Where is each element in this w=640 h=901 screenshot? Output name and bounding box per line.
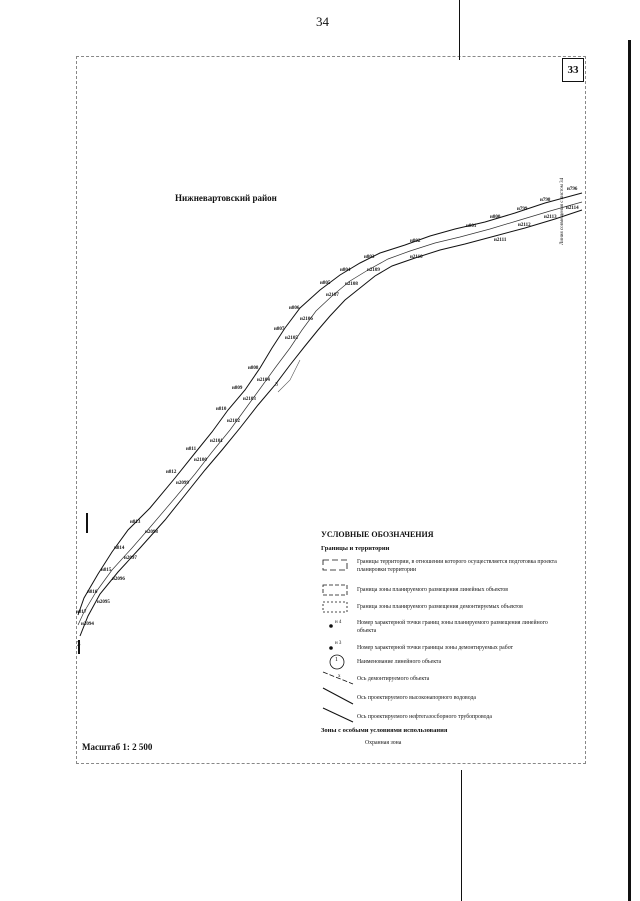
point-label-lower: н2106 [300, 317, 313, 322]
point-label-lower: н2098 [145, 530, 158, 535]
water-pipeline-axis-symbol [321, 686, 357, 708]
point-label-lower: н2112 [518, 223, 531, 228]
point-label-lower: н2099 [176, 481, 189, 486]
legend-item-point-linear: Номер характерной точки границ зоны планируемого размещения линейного объекта [357, 620, 548, 634]
point-label-upper: н809 [232, 386, 243, 391]
object-name-symbol-label: 1 [335, 657, 338, 663]
oil-pipeline-axis-symbol [321, 706, 357, 726]
point-label-lower: н2109 [367, 268, 380, 273]
point-label-upper: н813 [130, 520, 141, 525]
point-label-upper: н812 [166, 470, 177, 475]
legend-item-territory: Границы территории, в отношении которого осуществляется подготовка проекта планировки территории [357, 559, 557, 573]
legend-section-zones: Зоны с особыми условиями использования [321, 727, 448, 734]
point-label-lower: н2111 [494, 238, 507, 243]
point-label-upper: н815 [101, 568, 112, 573]
point-label-upper: н806 [289, 306, 300, 311]
point-label-upper: н808 [248, 366, 259, 371]
point-label-lower: н2100 [194, 458, 207, 463]
legend-item-oil-pipeline: Ось проектируемого нефтегазосборного трубопровода [357, 714, 492, 720]
point-label-upper: н807 [274, 327, 285, 332]
page-number: 34 [316, 14, 329, 29]
dismantle-axis-symbol [321, 668, 357, 688]
point-symbol-dismantle-label: н 3 [335, 641, 342, 646]
left-edge-mark [86, 513, 88, 533]
object-marker: 3 [77, 640, 81, 648]
point-label-upper: н802 [410, 239, 421, 244]
linear-zone-symbol [321, 583, 351, 597]
point-label-upper: н799 [517, 207, 528, 212]
point-label-lower: н2096 [112, 577, 125, 582]
district-label: Нижневартовский район [175, 193, 277, 203]
point-label-upper: н811 [186, 447, 197, 452]
point-label-lower: н2113 [544, 215, 557, 220]
point-label-lower: н2105 [285, 336, 298, 341]
point-label-lower: н2114 [566, 206, 579, 211]
territory-border-symbol [321, 558, 351, 572]
legend-item-water-pipeline: Ось проектируемого высоконапорного водовода [357, 695, 476, 701]
point-label-upper: н805 [320, 281, 331, 286]
legend-item-object-name: Наименование линейного объекта [357, 659, 442, 665]
point-label-upper: н814 [114, 546, 125, 551]
point-symbol-linear-label: н 4 [335, 620, 342, 625]
legend-item-point-dismantle: Номер характерной точки границы зоны демонтируемых работ [357, 645, 514, 651]
point-label-lower: н2095 [97, 600, 110, 605]
point-label-lower: н2108 [345, 282, 358, 287]
point-label-lower: н2104 [257, 378, 270, 383]
point-label-lower: н2094 [81, 622, 94, 627]
point-label-upper: н796 [567, 187, 578, 192]
sheet-junction-note: Линия совмещения с листом 34 [560, 177, 565, 245]
point-label-lower: н2110 [410, 255, 423, 260]
legend-item-dismantle-axis: Ось демонтируемого объекта [357, 676, 430, 682]
point-label-lower: н2107 [326, 293, 339, 298]
legend-section-borders: Границы и территории [321, 545, 390, 552]
legend-title: УСЛОВНЫЕ ОБОЗНАЧЕНИЯ [321, 530, 434, 539]
map-scale: Масштаб 1: 2 500 [82, 742, 153, 752]
svg-text:x: x [338, 674, 341, 679]
point-label-lower: н2101 [210, 439, 223, 444]
point-label-upper: н803 [364, 255, 375, 260]
point-label-lower: н2102 [227, 419, 240, 424]
point-label-upper: н800 [490, 215, 501, 220]
legend [315, 528, 577, 744]
legend-item-dismantle-zone: Граница зоны планируемого размещения демонтируемых объектов [357, 604, 523, 610]
dismantle-zone-symbol [321, 600, 351, 614]
point-label-upper: н817 [76, 610, 87, 615]
point-label-upper: н798 [540, 198, 551, 203]
point-label-upper: н804 [340, 268, 351, 273]
legend-item-protection-zone: Охранная зона [365, 740, 402, 746]
point-label-lower: н2097 [124, 556, 137, 561]
point-label-lower: н2103 [243, 397, 256, 402]
sheet-number-box: 33 [562, 58, 584, 82]
point-label-upper: н810 [216, 407, 227, 412]
point-label-upper: н801 [466, 224, 477, 229]
point-label-upper: н816 [87, 590, 98, 595]
legend-item-linear-zone: Граница зоны планируемого размещения линейных объектов [357, 587, 509, 593]
object-marker: 3 [275, 382, 278, 388]
